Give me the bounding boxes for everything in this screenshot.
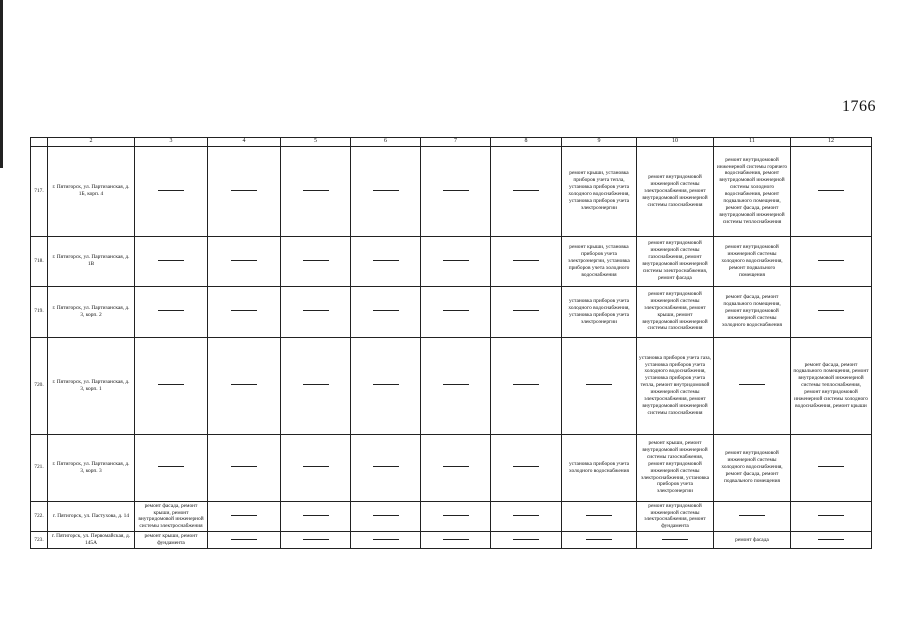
work-type-cell: ремонт фасада, ремонт подвального помещения, ремонт внутридомовой инженерной системы теплоснабжения, ремонт внутридомовой инженерной системы холодного водоснабжения, ремонт крыши [791,337,872,434]
address-cell: г. Пятигорск, ул. Партизанская, д. 1Б, корп. 4 [48,146,135,236]
dash-mark [303,190,329,191]
dash-cell [421,337,491,434]
work-type-cell: установка приборов учета холодного водоснабжения, установка приборов учета электроэнергии [562,286,637,337]
dash-cell [135,286,208,337]
dash-cell [491,532,562,549]
dash-mark [231,466,257,467]
dash-mark [231,260,257,261]
dash-mark [303,260,329,261]
dash-cell [208,236,281,286]
dash-mark [231,310,257,311]
dash-cell [791,146,872,236]
dash-mark [818,310,844,311]
dash-cell [491,501,562,532]
work-type-cell: ремонт внутридомовой инженерной системы горячего водоснабжения, ремонт внутридомовой инженерной системы холодного водоснабжения, ремонт подвального помещения, ремонт фасада, ремонт внутридомовой инженерной системы теплоснабжения [714,146,791,236]
work-type-cell: ремонт фасада [714,532,791,549]
work-type-cell: установка приборов учета газа, установка приборов учета холодного водоснабжения, установка приборов учета тепла, ремонт внутридомовой инженерной системы электроснабжения, ремонт внутридомовой инженерной системы газоснабжения [637,337,714,434]
row-number: 721. [31,434,48,501]
header-cell: 8 [491,138,562,147]
dash-cell [281,337,351,434]
work-type-cell: ремонт внутридомовой инженерной системы газоснабжения, ремонт внутридомовой инженерной системы электроснабжения, ремонт фасада [637,236,714,286]
dash-mark [513,515,539,516]
header-cell: 4 [208,138,281,147]
dash-cell [791,236,872,286]
row-number: 719. [31,286,48,337]
dash-mark [513,466,539,467]
dash-cell [421,532,491,549]
address-cell: г. Пятигорск, ул. Партизанская, д. 3, корп. 3 [48,434,135,501]
work-type-cell: ремонт крыши, ремонт фундамента [135,532,208,549]
dash-mark [818,539,844,540]
dash-mark [303,466,329,467]
dash-mark [513,190,539,191]
header-cell: 7 [421,138,491,147]
dash-cell [281,236,351,286]
dash-cell [351,337,421,434]
dash-cell [351,532,421,549]
address-cell: г. Пятигорск, ул. Первомайская, д. 145А [48,532,135,549]
dash-cell [281,501,351,532]
dash-mark [513,260,539,261]
dash-mark [818,515,844,516]
work-type-cell: ремонт фасада, ремонт подвального помещения, ремонт внутридомовой инженерной системы холодного водоснабжения [714,286,791,337]
work-type-cell: ремонт внутридомовой инженерной системы электроснабжения, ремонт фундамента [637,501,714,532]
dash-cell [791,532,872,549]
row-number: 717. [31,146,48,236]
work-type-cell: установка приборов учета холодного водоснабжения [562,434,637,501]
dash-mark [443,310,469,311]
dash-mark [158,260,184,261]
dash-mark [231,384,257,385]
dash-cell [135,337,208,434]
dash-cell [791,434,872,501]
dash-cell [351,434,421,501]
dash-cell [491,434,562,501]
dash-mark [443,260,469,261]
work-type-cell: ремонт фасада, ремонт крыши, ремонт внутридомовой инженерной системы электроснабжения [135,501,208,532]
dash-cell [637,532,714,549]
dash-mark [373,310,399,311]
work-type-cell: ремонт внутридомовой инженерной системы электроснабжения, ремонт внутридомовой инженерной системы газоснабжения [637,146,714,236]
dash-cell [208,337,281,434]
address-cell: г. Пятигорск, ул. Партизанская, д. 3, корп. 2 [48,286,135,337]
dash-mark [158,466,184,467]
dash-mark [662,539,688,540]
dash-mark [303,539,329,540]
address-cell: г. Пятигорск, ул. Партизанская, д. 3, корп. 1 [48,337,135,434]
dash-mark [303,515,329,516]
dash-mark [373,190,399,191]
table-row [31,337,872,434]
dash-cell [491,337,562,434]
dash-cell [351,501,421,532]
dash-cell [491,286,562,337]
dash-cell [562,532,637,549]
dash-cell [281,286,351,337]
dash-mark [513,310,539,311]
dash-cell [208,286,281,337]
table-row [31,236,872,286]
dash-mark [586,384,612,385]
header-cell: 5 [281,138,351,147]
dash-mark [158,310,184,311]
dash-mark [586,515,612,516]
dash-mark [373,466,399,467]
table-row [31,286,872,337]
work-type-cell: ремонт крыши, ремонт внутридомовой инженерной системы газоснабжения, ремонт внутридомовой инженерной системы электроснабжения, установка приборов учета электроэнергии [637,434,714,501]
dash-cell [208,434,281,501]
dash-mark [443,515,469,516]
dash-mark [373,515,399,516]
dash-cell [351,146,421,236]
dash-cell [421,434,491,501]
dash-mark [818,466,844,467]
dash-mark [158,384,184,385]
page-number: 1766 [842,98,876,115]
dash-mark [513,384,539,385]
repair-plan-table [30,137,872,549]
dash-cell [714,501,791,532]
table-row [31,532,872,549]
dash-cell [421,286,491,337]
dash-cell [562,501,637,532]
dash-mark [443,539,469,540]
dash-cell [491,236,562,286]
table-row [31,146,872,236]
dash-cell [208,532,281,549]
dash-cell [208,501,281,532]
column-number-header [31,138,872,147]
dash-cell [351,286,421,337]
dash-cell [281,434,351,501]
work-type-cell: ремонт внутридомовой инженерной системы холодного водоснабжения, ремонт подвального помещения [714,236,791,286]
header-cell: 12 [791,138,872,147]
row-number: 723. [31,532,48,549]
dash-cell [421,501,491,532]
header-cell: 9 [562,138,637,147]
table-body [31,146,872,548]
dash-cell [135,434,208,501]
header-cell [31,138,48,147]
dash-mark [739,384,765,385]
dash-mark [303,384,329,385]
header-cell: 10 [637,138,714,147]
left-edge-bar [0,0,3,168]
dash-mark [373,539,399,540]
row-number: 718. [31,236,48,286]
dash-cell [791,501,872,532]
dash-mark [586,539,612,540]
header-cell: 6 [351,138,421,147]
dash-mark [443,384,469,385]
dash-cell [351,236,421,286]
table-row [31,434,872,501]
dash-mark [303,310,329,311]
header-cell: 3 [135,138,208,147]
dash-cell [421,146,491,236]
header-cell: 2 [48,138,135,147]
dash-cell [421,236,491,286]
dash-cell [491,146,562,236]
dash-cell [791,286,872,337]
address-cell: г. Пятигорск, ул. Пастухова, д. 14 [48,501,135,532]
dash-mark [513,539,539,540]
dash-cell [135,236,208,286]
dash-cell [208,146,281,236]
work-type-cell: ремонт внутридомовой инженерной системы электроснабжения, ремонт крыши, ремонт внутридомовой инженерной системы газоснабжения [637,286,714,337]
dash-mark [443,466,469,467]
dash-mark [818,260,844,261]
dash-mark [231,539,257,540]
row-number: 720. [31,337,48,434]
dash-cell [562,337,637,434]
row-number: 722. [31,501,48,532]
dash-cell [281,532,351,549]
dash-mark [373,384,399,385]
header-cell: 11 [714,138,791,147]
dash-mark [818,190,844,191]
dash-cell [135,146,208,236]
dash-cell [714,337,791,434]
table-row [31,501,872,532]
work-type-cell: ремонт крыши, установка приборов учета электроэнергии, установка приборов учета холодного водоснабжения [562,236,637,286]
dash-mark [373,260,399,261]
dash-mark [158,190,184,191]
dash-cell [281,146,351,236]
work-type-cell: ремонт крыши, установка приборов учета тепла, установка приборов учета холодного водоснабжения, установка приборов учета электроэнергии [562,146,637,236]
dash-mark [443,190,469,191]
dash-mark [231,515,257,516]
dash-mark [231,190,257,191]
work-type-cell: ремонт внутридомовой инженерной системы холодного водоснабжения, ремонт фасада, ремонт подвального помещения [714,434,791,501]
address-cell: г. Пятигорск, ул. Партизанская, д. 1В [48,236,135,286]
dash-mark [739,515,765,516]
